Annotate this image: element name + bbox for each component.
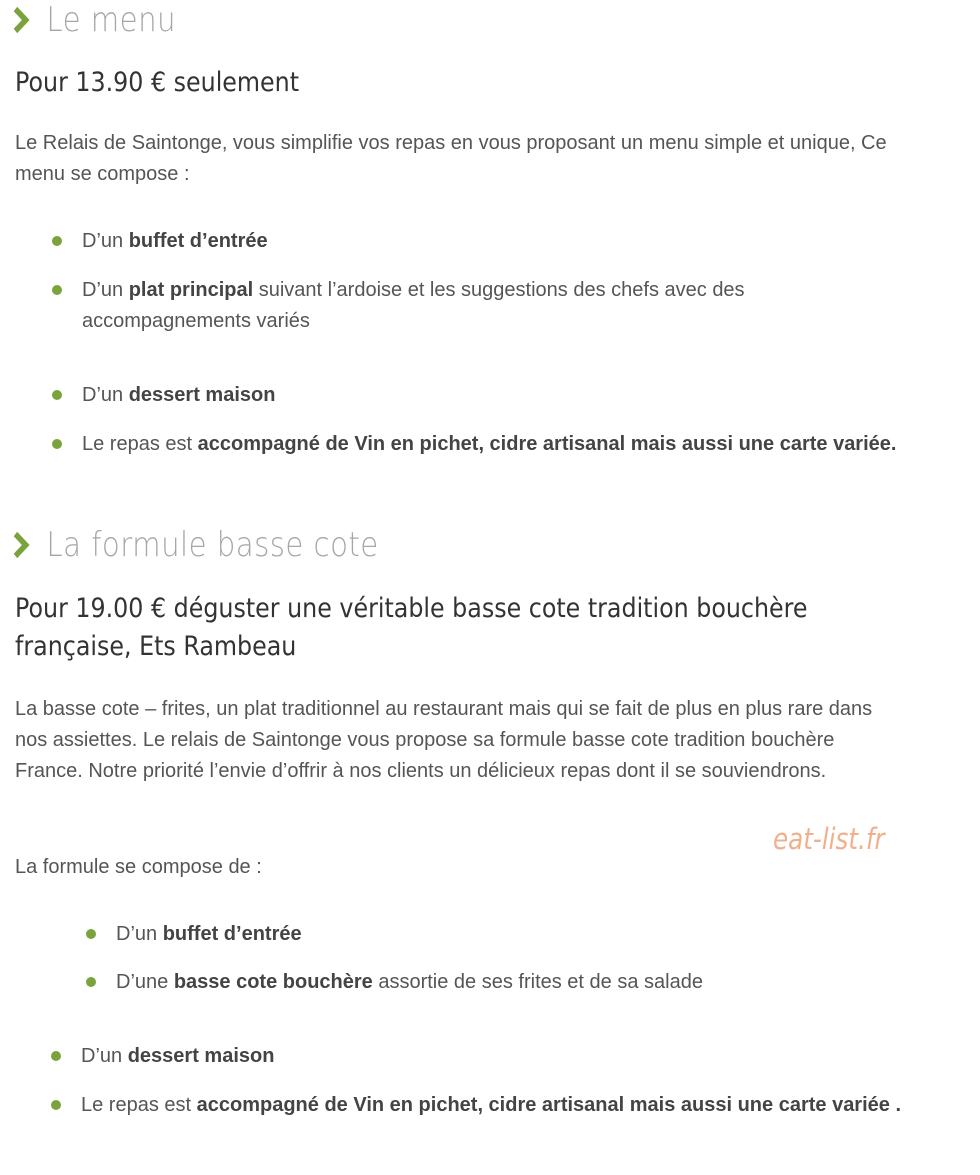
menu-intro-paragraph: Le Relais de Saintonge, vous simplifie vos repas en vous proposant un menu simple et unique, Ce menu se compose : xyxy=(15,132,887,185)
formule-price-subheading-line2: française, Ets Rambeau xyxy=(15,631,297,662)
formule-items-list xyxy=(51,1041,901,1121)
chevron-right-icon xyxy=(12,7,31,33)
bullet-icon xyxy=(52,439,62,449)
formule-intro-paragraph: La basse cote – frites, un plat traditionnel au restaurant mais qui se fait de plus en plus rare dans nos assiettes. Le relais de Saintonge vous propose sa formule basse cote tradition bouchère France. Notre priorité l’envie d’offrir à nos clients un délicieux repas dont il se souviendrons. xyxy=(15,698,873,782)
formule-price-subheading-line1: Pour 19.00 € déguster une véritable basse cote tradition bouchère xyxy=(15,593,808,624)
list-item: D’un buffet d’entrée xyxy=(86,919,936,950)
watermark-logo: eat-list.fr xyxy=(773,822,885,856)
list-item: D’un dessert maison xyxy=(52,380,902,411)
section-heading-text: Le menu xyxy=(46,0,177,40)
list-item: Le repas est accompagné de Vin en pichet, cidre artisanal mais aussi une carte variée . xyxy=(51,1090,901,1121)
bullet-icon xyxy=(51,1100,61,1110)
bullet-icon xyxy=(51,1051,61,1061)
list-item: D’un plat principal suivant l’ardoise et les suggestions des chefs avec des accompagnements variés xyxy=(52,275,902,337)
bullet-icon xyxy=(52,390,62,400)
bullet-icon xyxy=(52,285,62,295)
bullet-icon xyxy=(52,236,62,246)
menu-items-list xyxy=(52,226,902,460)
chevron-right-icon xyxy=(12,532,31,558)
bullet-icon xyxy=(86,977,96,987)
menu-price-subheading: Pour 13.90 € seulement xyxy=(15,67,300,98)
section-heading-formule xyxy=(12,525,379,565)
list-item: D’un buffet d’entrée xyxy=(52,226,902,257)
list-item: D’un dessert maison xyxy=(51,1041,901,1072)
section-heading-menu xyxy=(12,0,176,40)
formule-compose-text: La formule se compose de : xyxy=(15,856,262,878)
list-item: Le repas est accompagné de Vin en pichet, cidre artisanal mais aussi une carte variée. xyxy=(52,429,902,460)
section-heading-text: La formule basse cote xyxy=(46,525,379,565)
bullet-icon xyxy=(86,929,96,939)
formule-nested-list xyxy=(86,919,936,998)
list-item: D’une basse cote bouchère assortie de ses frites et de sa salade xyxy=(86,967,936,998)
